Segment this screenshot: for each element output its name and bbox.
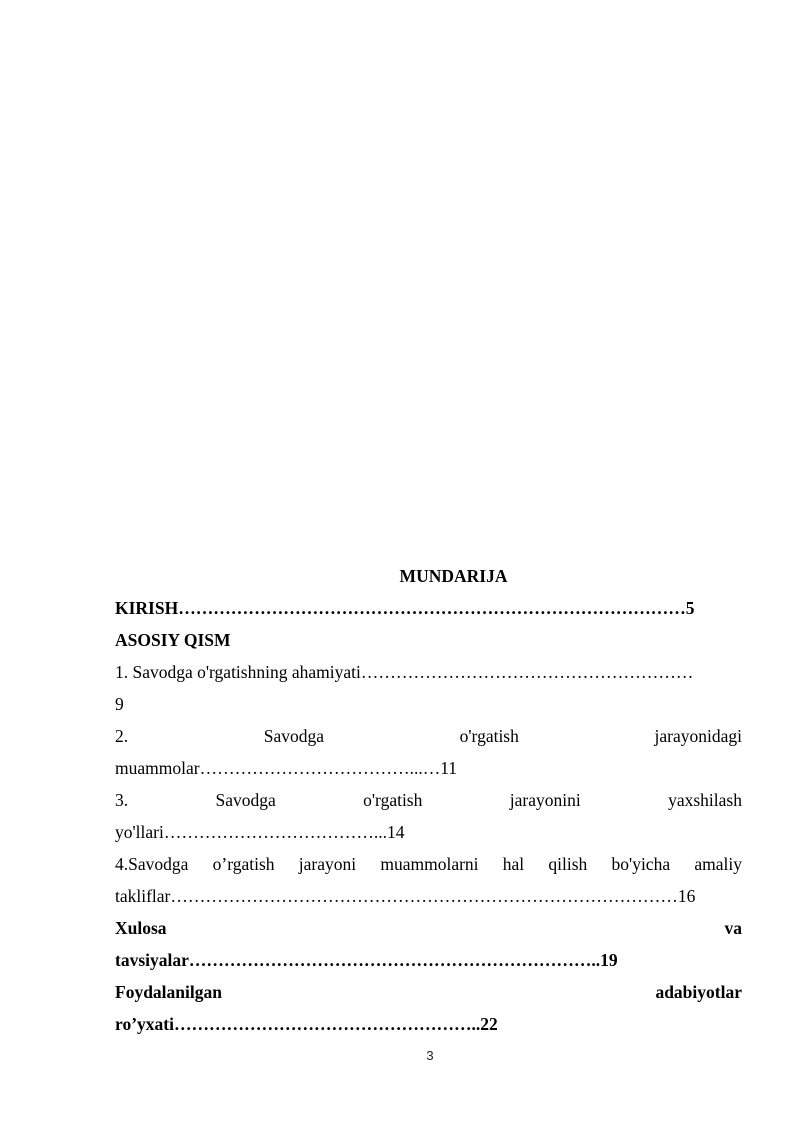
toc-word: o'rgatish [459,726,519,746]
toc-word: amaliy [694,854,742,874]
toc-word: Xulosa [115,918,167,938]
toc-word: Foydalanilgan [115,982,222,1002]
toc-entry-label: KIRISH [115,598,179,618]
toc-section-heading: ASOSIY QISM [115,630,231,650]
toc-entry-label: tavsiyalar [115,950,189,970]
toc-entry-foydalanilgan-cont [115,1008,742,1040]
toc-word: bo'yicha [611,854,671,874]
toc-leader-dots: …………………………………………….. [173,1014,481,1034]
toc-leader-dots: …………………………………………………………………………… [178,598,686,618]
toc-leader-dots: ………………………………...… [199,758,441,778]
toc-word: jarayonidagi [654,726,742,746]
toc-leader-dots: …………………………………………………………………………… [170,886,678,906]
toc-entry-label: takliflar [115,886,171,906]
toc-word: 3. [115,790,129,810]
toc-entry-label: 1. Savodga o'rgatishning ahamiyati [115,662,361,682]
page-number: 3 [426,1048,434,1063]
toc-page-number: 22 [480,1014,498,1034]
toc-word: jarayoni [298,854,357,874]
toc-leader-dots: …………………………………………………………….. [188,950,601,970]
toc-title: MUNDARIJA [399,566,508,586]
toc-entry-2-cont [115,752,742,784]
toc-word: 4.Savodga [115,854,189,874]
toc-entry-4-cont [115,880,742,912]
toc-leader-dots: ………………………………. [163,822,379,842]
toc-word: va [724,918,742,938]
toc-entry-1[interactable] [115,656,742,688]
table-of-contents [115,560,742,1040]
toc-word: Savodga [215,790,276,810]
toc-entry-label: muammolar [115,758,200,778]
toc-entry-kirish[interactable] [115,592,742,624]
toc-entry-1-page [115,688,742,720]
toc-word: o'rgatish [363,790,423,810]
toc-entry-2[interactable] [115,720,742,752]
toc-word: hal [502,854,525,874]
toc-word: Savodga [263,726,325,746]
toc-entry-xulosa-cont [115,944,742,976]
toc-word: muammolarni [380,854,479,874]
toc-page-number: 11 [440,758,458,778]
toc-page-number: 5 [685,598,695,618]
toc-entry-label: ro’yxati [115,1014,174,1034]
toc-entry-foydalanilgan[interactable] [115,976,742,1008]
toc-word: yaxshilash [668,790,742,810]
toc-entry-3[interactable] [115,784,742,816]
toc-leader-dots: ………………………………………………… [360,662,694,682]
toc-page-number: 16 [677,886,696,906]
toc-word: 2. [115,726,129,746]
toc-page-number: ..14 [378,822,405,842]
toc-word: o’rgatish [212,854,275,874]
toc-entry-xulosa[interactable] [115,912,742,944]
toc-entry-4[interactable] [115,848,742,880]
toc-word: qilish [548,854,588,874]
toc-entry-label: yo'llari [115,822,164,842]
toc-word: adabiyotlar [655,982,742,1002]
toc-page-number: 9 [115,694,124,714]
toc-page-number: 19 [600,950,618,970]
toc-entry-3-cont [115,816,742,848]
toc-word: jarayonini [509,790,581,810]
